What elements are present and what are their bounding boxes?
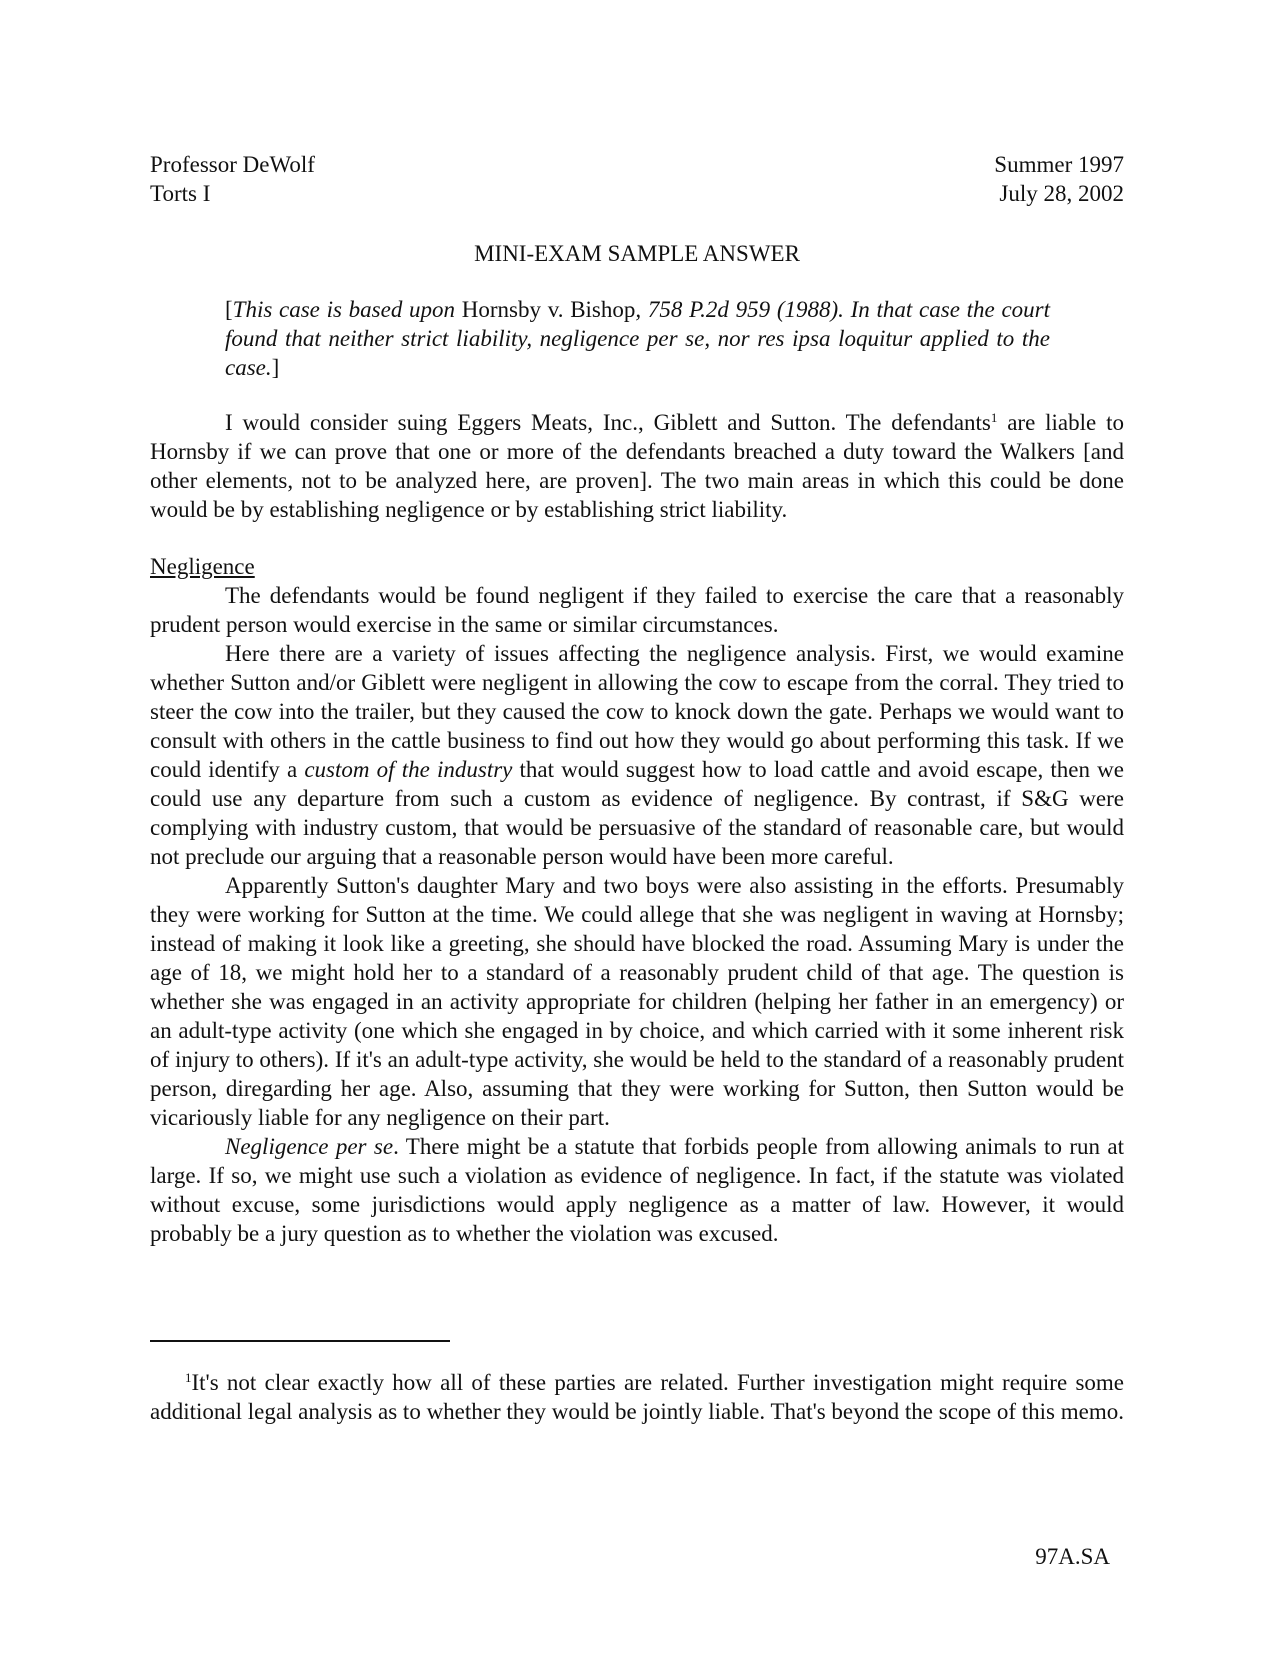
body-text — [150, 408, 1124, 1248]
header-row-1 — [150, 150, 1124, 179]
p2-emphasis: custom of the industry — [304, 757, 513, 782]
footnote-text: It's not clear exactly how all of these parties are related. Further investigation might require some additional legal analysis as to whether they would be jointly liable. That's beyond the scope of this memo. — [150, 1370, 1124, 1424]
note-bracket-open: [ — [225, 297, 233, 322]
section-heading-negligence: Negligence — [150, 554, 255, 579]
negligence-paragraph-1: The defendants would be found negligent if they failed to exercise the care that a reasonably prudent person would exercise in the same or similar circumstances. — [150, 583, 1124, 637]
term: Summer 1997 — [994, 152, 1124, 177]
intro-part2: are liable to Hornsby if we can prove that one or more of the defendants breached a duty toward the Walkers [and other elements, not to be analyzed here, are proven]. The two main areas in which this could be done would be by establishing negligence or by establishing strict liability. — [150, 410, 1124, 522]
footnote — [150, 1368, 1124, 1426]
footnote-divider — [150, 1340, 450, 1342]
intro-part1: I would consider suing Eggers Meats, Inc., Giblett and Sutton. The defendants — [225, 410, 991, 435]
header-row-2 — [150, 179, 1124, 208]
note-case-name: Hornsby v. Bishop — [461, 297, 636, 322]
case-note — [225, 295, 1050, 382]
p2-part2: that would suggest how to load cattle and avoid escape, then we could use any departure from such a custom as evidence of negligence. By contrast, if S&G were complying with industry custom, that would be persuasive of the standard of reasonable care, but would not preclude our arguing that a reasonable person would have been more careful. — [150, 757, 1124, 869]
page-title: MINI-EXAM SAMPLE ANSWER — [474, 241, 800, 266]
negligence-paragraph-2 — [150, 639, 1124, 871]
professor-name: Professor DeWolf — [150, 152, 315, 177]
note-part2: , 758 P.2d 959 (1988). In that case the court found that neither strict liability, negligence per se, nor res ipsa loquitur applied to the case. — [225, 297, 1050, 380]
note-part1: This case is based upon — [232, 297, 462, 322]
footnote-marker: 1 — [185, 1370, 192, 1385]
negligence-per-se-paragraph — [150, 1132, 1124, 1248]
negligence-paragraph-3: Apparently Sutton's daughter Mary and two boys were also assisting in the efforts. Presumably they were working for Sutton at the time. We could allege that she was negligent in waving at Hornsby; instead of making it look like a greeting, she should have blocked the road. Assuming Mary is under the age of 18, we might hold her to a standard of a reasonably prudent child of that age. The question is whether she was engaged in an activity appropriate for children (helping her father in an emergency) or an adult-type activity (one which she engaged in by choice, and which carried with it some inherent risk of injury to others). If it's an adult-type activity, she would be held to the standard of a reasonably prudent person, diregarding her age. Also, assuming that they were working for Sutton, then Sutton would be vicariously liable for any negligence on their part. — [150, 873, 1124, 1130]
p4-emphasis: Negligence per se — [225, 1134, 394, 1159]
intro-paragraph — [150, 408, 1124, 524]
header — [150, 150, 1124, 208]
page-identifier: 97A.SA — [1035, 1544, 1110, 1569]
p2-part1: Here there are a variety of issues affecting the negligence analysis. First, we would examine whether Sutton and/or Giblett were negligent in allowing the cow to escape from the corral. They tried to steer the cow into the trailer, but they caused the cow to knock down the gate. Perhaps we would want to consult with others in the cattle business to find out how they would go about performing this task. If we could identify a — [150, 641, 1124, 782]
course-name: Torts I — [150, 181, 211, 206]
footnote-paragraph — [150, 1368, 1124, 1426]
document-date: July 28, 2002 — [999, 181, 1124, 206]
p4-rest: . There might be a statute that forbids people from allowing animals to run at large. If so, we might use such a violation as evidence of negligence. In fact, if the statute was violated without excuse, some jurisdictions would apply negligence as a matter of law. However, it would probably be a jury question as to whether the violation was excused. — [150, 1134, 1124, 1246]
footnote-reference: 1 — [990, 410, 998, 425]
note-bracket-close: ] — [271, 355, 280, 380]
